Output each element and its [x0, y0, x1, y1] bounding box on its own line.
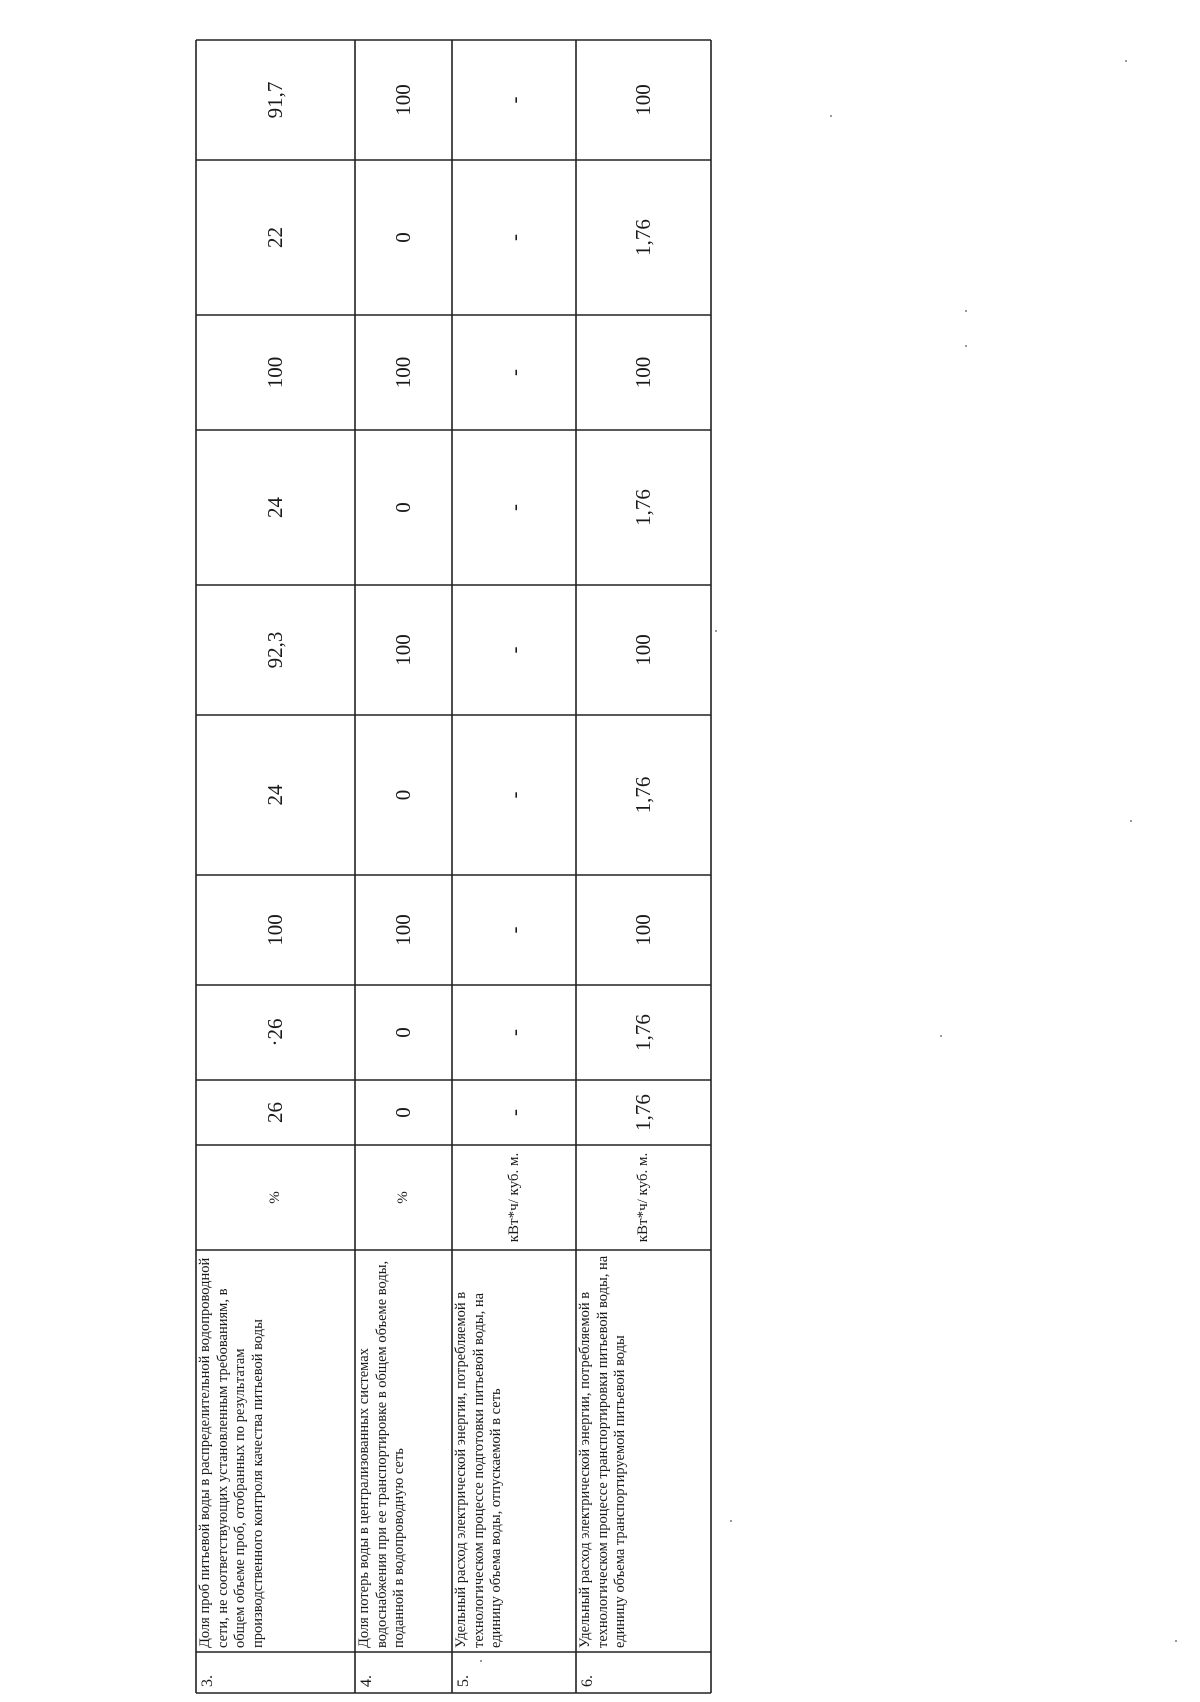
table-row-4-value-2: 1,76 [631, 1014, 655, 1051]
table-row-2-value-4: 0 [391, 789, 415, 801]
scan-speck [940, 1035, 942, 1037]
table-row-1-value-4: 24 [263, 784, 287, 806]
table-row-2-value-1: 0 [391, 1107, 415, 1118]
scan-speck [965, 310, 967, 312]
table-row-4-value-1: 1,76 [631, 1094, 655, 1131]
table-row-4-value-4: 1,76 [631, 776, 655, 814]
table-row-3-value-9: - [501, 96, 526, 104]
table-row-2-value-6: 0 [391, 502, 415, 513]
scan-speck [480, 1660, 482, 1662]
table-row-4-unit: кВт*ч/ куб. м. [635, 1152, 651, 1243]
table-row-1-unit: % [267, 1191, 283, 1204]
table-row-4-value-6: 1,76 [631, 489, 655, 526]
table-row-2-description: Доля потерь воды в централизованных системах водоснабжения при ее транспортировке в общем объеме воды, поданной в водопроводную сеть [356, 1260, 407, 1648]
scan-speck [965, 345, 967, 347]
table-row-1-value-8: 22 [263, 227, 287, 248]
table-row-1-value-9: 91,7 [263, 81, 287, 119]
table-row-2-value-8: 0 [391, 232, 415, 243]
table-row-3-unit: кВт*ч/ куб. м. [505, 1152, 522, 1243]
table-row-4-number: 6. [579, 1675, 596, 1687]
table-row-2-value-9: 100 [391, 84, 415, 116]
table-row-1-number: 3. [199, 1675, 216, 1687]
scan-speck [1125, 60, 1127, 62]
scan-speck [715, 630, 717, 632]
table-row-3-value-6: - [501, 504, 526, 511]
scan-speck [1175, 1640, 1177, 1642]
table-row-4-value-3: 100 [631, 914, 655, 946]
scan-speck [830, 115, 832, 117]
table-row-2-number: 4. [358, 1675, 375, 1687]
table-row-3-value-1: - [501, 1109, 526, 1116]
table-row-2-value-2: 0 [391, 1027, 415, 1038]
table-row-3-description: Удельный расход электрической энергии, потребляемой в технологическом процессе подготовки питьевой воды, на единицу объема воды, отпускаемой в сеть [453, 1291, 504, 1648]
scan-speck [730, 1520, 732, 1522]
table-row-1-value-3: 100 [263, 914, 287, 946]
table-row-4-value-9: 100 [631, 84, 655, 116]
table-row-2-value-5: 100 [391, 634, 415, 666]
table-row-1-value-7: 100 [263, 356, 287, 389]
table-row-4-description: Удельный расход электрической энергии, потребляемой в технологическом процессе транспортировки питьевой воды, на единицу объема транспортируемой питьевой воды [577, 1255, 628, 1648]
table-row-3-value-3: - [501, 926, 526, 934]
table-row-3-value-8: - [501, 234, 526, 241]
table-row-1-value-1: 26 [263, 1102, 287, 1123]
table-row-3-value-2: - [501, 1029, 526, 1036]
table-row-2-value-7: 100 [391, 356, 415, 389]
table-row-1-value-5: 92,3 [263, 631, 287, 669]
table-row-4-value-7: 100 [631, 356, 655, 389]
table-row-2-value-3: 100 [391, 914, 415, 946]
table-row-1-value-6: 24 [263, 497, 287, 518]
table-row-3-number: 5. [455, 1675, 472, 1687]
table-row-4-value-8: 1,76 [631, 219, 655, 256]
table-row-3-value-5: - [501, 646, 526, 654]
table-row-3-value-7: - [501, 369, 526, 376]
table-row-1-description: Доля проб питьевой воды в распределительной водопроводной сети, не соответствующих установленным требованиям, в общем объеме проб, отобранных по результатам производственного контроля качества питьевой воды [197, 1257, 266, 1648]
table-row-3-value-4: - [501, 791, 526, 799]
table-row-1-value-2: ·26 [263, 1018, 287, 1047]
table-row-4-value-5: 100 [631, 634, 655, 666]
table-row-2-unit: % [395, 1191, 411, 1204]
scan-speck [1130, 820, 1132, 822]
